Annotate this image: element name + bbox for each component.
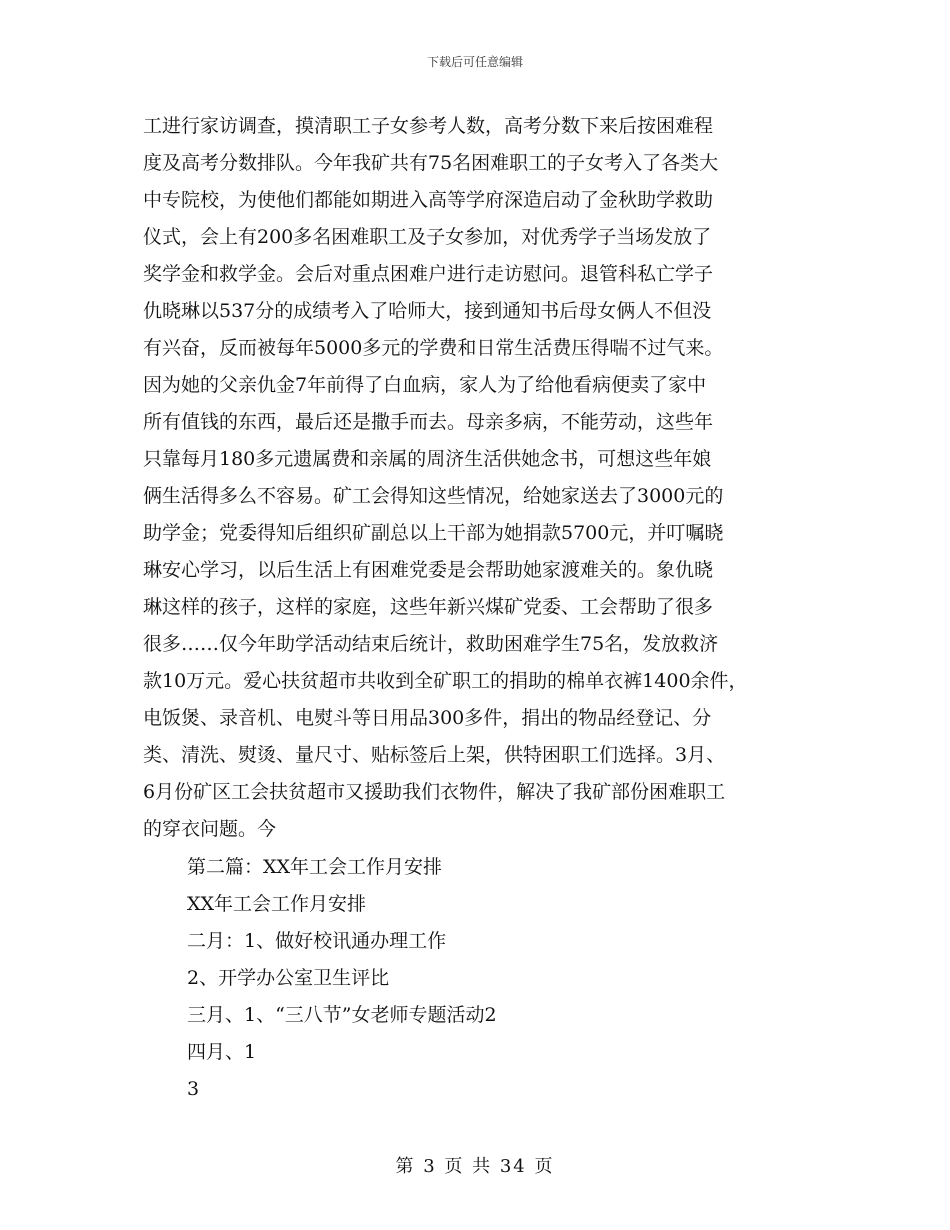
text-line: 中专院校，为使他们都能如期进入高等学府深造启动了金秋助学救助 [143, 189, 714, 211]
section-title: 第二篇：XX年工会工作月安排 [187, 856, 443, 878]
text-line: 因为她的父亲仇金7年前得了白血病，家人为了给他看病便卖了家中 [143, 374, 707, 396]
text-line: 琳安心学习，以后生活上有困难党委是会帮助她家渡难关的。象仇晓 [143, 559, 714, 581]
page-header-note: 下载后可任意编辑 [426, 55, 523, 69]
text-line: 的穿衣问题。今 [143, 818, 277, 840]
plan-item: 四月、1 [187, 1041, 257, 1063]
text-line: 6月份矿区工会扶贫超市又援助我们衣物件，解决了我矿部份困难职工 [143, 781, 726, 803]
text-line: 类、清洗、熨烫、量尺寸、贴标签后上架，供特困职工们选择。3月、 [143, 744, 726, 766]
text-line: 仇晓琳以537分的成绩考入了哈师大，接到通知书后母女俩人不但没 [143, 300, 712, 322]
section-subtitle: XX年工会工作月安排 [187, 893, 367, 915]
text-line: 度及高考分数排队。今年我矿共有75名困难职工的子女考入了各类大 [143, 152, 719, 174]
text-line: 奖学金和救学金。会后对重点困难户进行走访慰问。退管科私亡学子 [143, 263, 714, 285]
plan-item: 二月：1、做好校讯通办理工作 [187, 930, 447, 952]
section-plan [187, 849, 787, 1108]
text-line: 款10万元。爱心扶贫超市共收到全矿职工的捐助的棉单衣裤1400余件， [143, 670, 748, 692]
text-line: 仪式，会上有200多名困难职工及子女参加，对优秀学子当场发放了 [143, 226, 712, 248]
text-line: 所有值钱的东西，最后还是撒手而去。母亲多病，不能劳动，这些年 [143, 411, 714, 433]
plan-item: 2、开学办公室卫生评比 [187, 967, 390, 989]
text-line: 只靠每月180多元遗属费和亲属的周济生活供她念书，可想这些年娘 [143, 448, 712, 470]
page-indicator: 第 3 页 共 34 页 [395, 1156, 555, 1177]
text-line: 俩生活得多么不容易。矿工会得知这些情况，给她家送去了3000元的 [143, 485, 724, 507]
text-line: 很多……仅今年助学活动结束后统计，救助困难学生75名，发放救济 [143, 633, 719, 655]
plan-item: 3 [187, 1078, 200, 1100]
text-line: 电饭煲、录音机、电熨斗等日用品300多件，捐出的物品经登记、分 [143, 707, 712, 729]
text-line: 琳这样的孩子，这样的家庭，这些年新兴煤矿党委、工会帮助了很多 [143, 596, 714, 618]
text-line: 有兴奋，反而被每年5000多元的学费和日常生活费压得喘不过气来。 [143, 337, 724, 359]
text-line: 工进行家访调查，摸清职工子女参考人数，高考分数下来后按困难程 [143, 115, 714, 137]
body-paragraph [143, 108, 833, 848]
plan-item: 三月、1、“三八节”女老师专题活动2 [187, 1004, 497, 1026]
text-line: 助学金；党委得知后组织矿副总以上干部为她捐款5700元，并叮嘱晓 [143, 522, 724, 544]
